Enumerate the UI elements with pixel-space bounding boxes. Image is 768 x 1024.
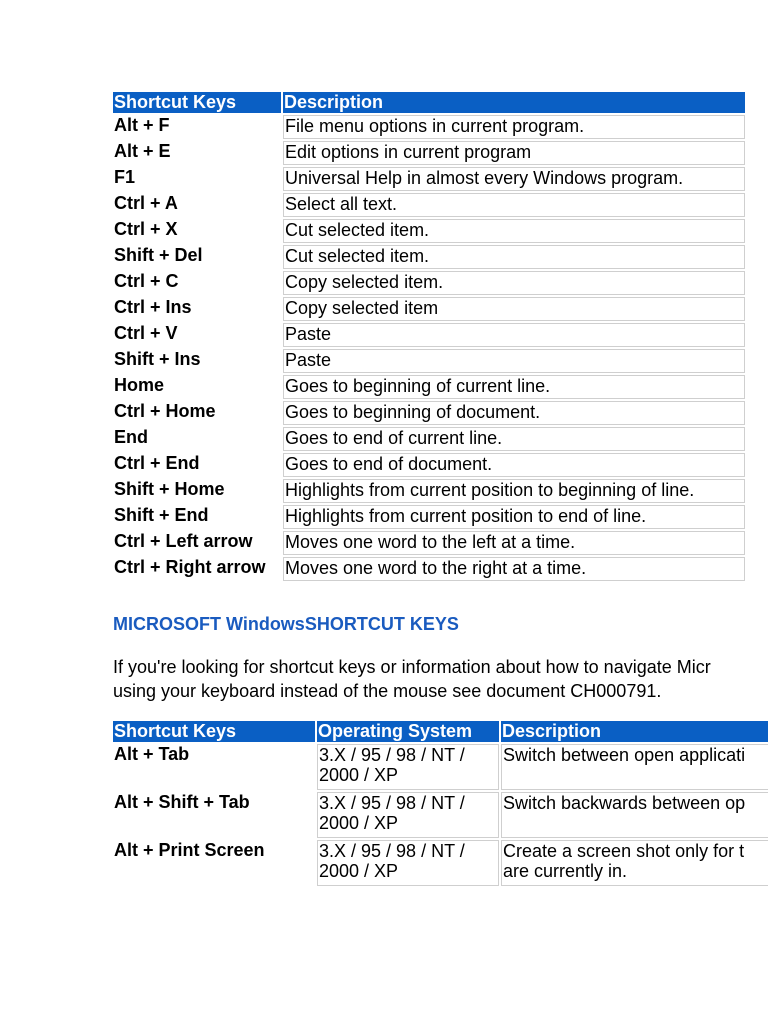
column-header-operating-system: Operating System [317, 721, 499, 742]
print-screen-link[interactable]: Print Screen [158, 840, 265, 860]
os-text: 2000 / XP [319, 861, 399, 881]
table-row [113, 375, 745, 399]
description-cell: Moves one word to the right at a time. [283, 557, 745, 581]
key-text: Alt + [114, 840, 159, 860]
description-cell: Copy selected item [283, 297, 745, 321]
intro-text-line2: using your keyboard instead of the mouse see [113, 681, 487, 701]
table-row [113, 141, 745, 165]
table-row [113, 167, 745, 191]
intro-text-period: . [656, 681, 662, 701]
description-text: only for t [670, 841, 745, 861]
table-row [113, 193, 745, 217]
table-row [113, 401, 745, 425]
shortcut-key-cell: Ctrl + Ins [114, 297, 192, 317]
shortcut-key-cell: Ctrl + End [114, 453, 200, 473]
os-cell [317, 744, 499, 790]
description-cell: Moves one word to the left at a time. [283, 531, 745, 555]
shortcut-key-cell: Shift + End [114, 505, 209, 525]
table-row [113, 427, 745, 451]
table-header-row [113, 721, 768, 742]
description-cell: Goes to beginning of current line. [283, 375, 745, 399]
description-cell: Cut selected item. [283, 219, 745, 243]
section-heading: MICROSOFT WindowsSHORTCUT KEYS [113, 614, 459, 634]
shortcut-key-cell: Ctrl + Right arrow [114, 557, 266, 577]
os-text: 3.X / 95 / 98 / NT / [319, 745, 465, 765]
shortcut-key-cell: Ctrl + Left arrow [114, 531, 253, 551]
column-header-description: Description [283, 92, 745, 113]
shortcut-table-body [113, 115, 745, 581]
description-cell: Goes to beginning of document. [283, 401, 745, 425]
shortcut-key-cell: Shift + Home [114, 479, 225, 499]
shortcut-key-cell: Ctrl + C [114, 271, 179, 291]
description-text: Switch backwards between op [503, 793, 746, 813]
os-text: 2000 / XP [319, 765, 399, 785]
screen-shot-link[interactable]: screen shot [577, 841, 671, 861]
os-text: 2000 / XP [319, 813, 399, 833]
description-cell: Goes to end of current line. [283, 427, 745, 451]
description-cell: Highlights from current position to beginning of line. [283, 479, 745, 503]
description-cell: Highlights from current position to end of line. [283, 505, 745, 529]
shortcut-key-cell: Ctrl + A [114, 193, 178, 213]
os-text: 3.X / 95 / 98 / NT / [319, 841, 465, 861]
shortcut-key-cell: Shift + Del [114, 245, 203, 265]
description-text: are currently in. [503, 861, 628, 881]
os-cell [317, 840, 499, 886]
shortcut-key-cell: Alt + Tab [114, 744, 190, 764]
description-cell [501, 792, 768, 838]
shortcut-key-cell: Ctrl + V [114, 323, 178, 343]
description-cell: Edit options in current program [283, 141, 745, 165]
description-text: Switch between open applicati [503, 745, 746, 765]
table-header-row [113, 92, 745, 113]
description-cell: Paste [283, 349, 745, 373]
column-header-description: Description [501, 721, 768, 742]
table-row [113, 479, 745, 503]
windows-shortcut-table [111, 719, 768, 888]
table-row [113, 271, 745, 295]
shortcut-key-cell: Alt + Shift + Tab [114, 792, 250, 812]
column-header-shortcut-keys: Shortcut Keys [113, 721, 315, 742]
shortcut-key-cell: Ctrl + Home [114, 401, 216, 421]
table-row [113, 840, 768, 886]
description-text: Create a [503, 841, 578, 861]
table-row [113, 297, 745, 321]
description-cell [501, 840, 768, 886]
column-header-shortcut-keys: Shortcut Keys [113, 92, 281, 113]
description-cell: Cut selected item. [283, 245, 745, 269]
description-cell: Universal Help in almost every Windows program. [283, 167, 745, 191]
table-row [113, 744, 768, 790]
description-cell [501, 744, 768, 790]
shortcut-key-cell: Ctrl + X [114, 219, 178, 239]
table-row [113, 115, 745, 139]
table-row [113, 792, 768, 838]
table-row [113, 349, 745, 373]
intro-paragraph [113, 655, 768, 703]
description-cell: Goes to end of document. [283, 453, 745, 477]
table-row [113, 453, 745, 477]
table-row [113, 219, 745, 243]
description-cell: Paste [283, 323, 745, 347]
os-cell [317, 792, 499, 838]
description-cell: Select all text. [283, 193, 745, 217]
table-row [113, 323, 745, 347]
table-row [113, 245, 745, 269]
shortcut-key-cell: End [114, 427, 148, 447]
os-text: 3.X / 95 / 98 / NT / [319, 793, 465, 813]
shortcut-key-cell: Alt + F [114, 115, 170, 135]
document-link[interactable]: document CH000791 [486, 681, 657, 701]
table-row [113, 531, 745, 555]
shortcut-key-cell: Shift + Ins [114, 349, 201, 369]
shortcut-key-cell: Alt + E [114, 141, 171, 161]
shortcut-key-cell: F1 [114, 167, 136, 187]
table-row [113, 557, 745, 581]
intro-text-line1: If you're looking for shortcut keys or information about how to navigate Micr [113, 657, 711, 677]
description-cell: File menu options in current program. [283, 115, 745, 139]
table-row [113, 505, 745, 529]
shortcut-key-cell [113, 840, 315, 886]
description-cell: Copy selected item. [283, 271, 745, 295]
shortcut-key-cell: Home [114, 375, 165, 395]
shortcut-table [111, 90, 747, 583]
